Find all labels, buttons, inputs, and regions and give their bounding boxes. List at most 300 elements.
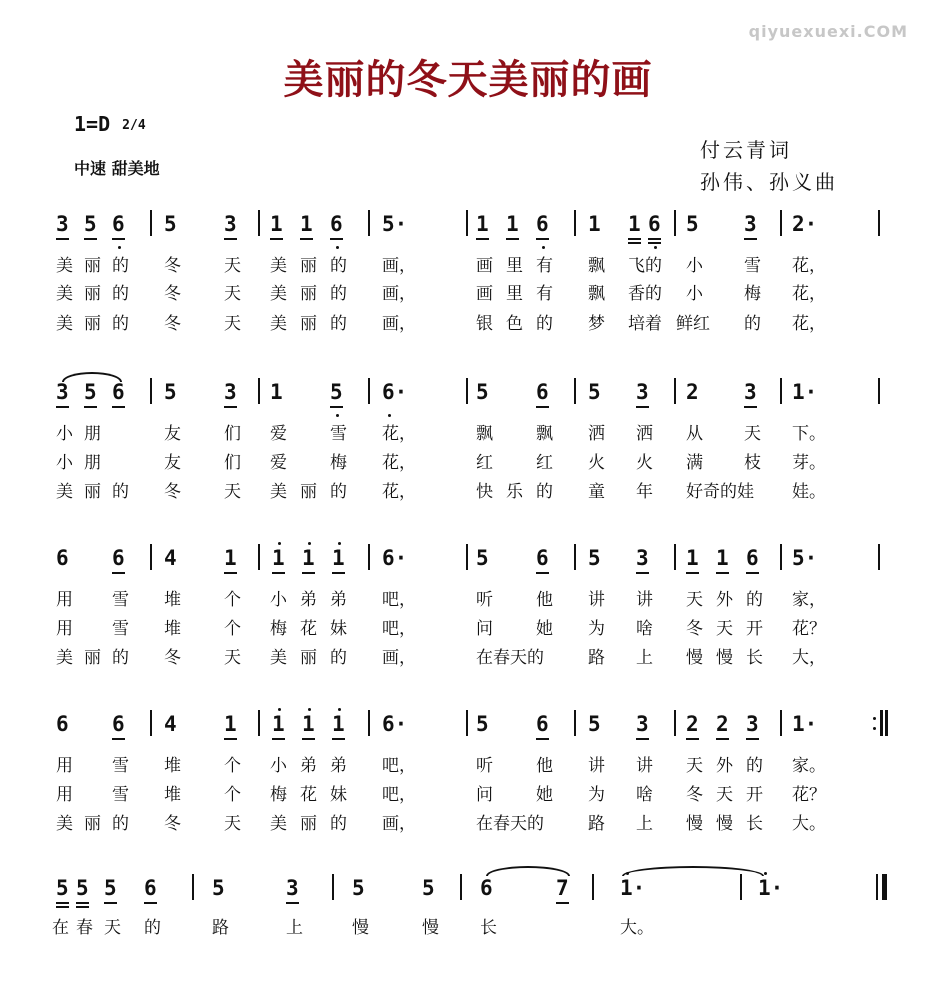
note-digit: 1· <box>758 876 784 900</box>
note <box>536 546 549 570</box>
underline <box>716 572 729 574</box>
underline <box>628 242 641 244</box>
repeat-dots <box>873 717 876 720</box>
lyric-syllable: 花， <box>792 284 826 304</box>
lyric-syllable: 天 <box>224 482 241 502</box>
note <box>56 380 69 404</box>
underline <box>636 406 649 408</box>
note <box>792 380 817 404</box>
note-digit: 6 <box>112 212 125 236</box>
note-digit: 6 <box>648 212 661 236</box>
barline <box>368 544 370 570</box>
lyric-syllable: 丽 <box>84 314 101 334</box>
note-digit: 2· <box>792 212 818 236</box>
note <box>792 546 817 570</box>
high-octave-dot <box>338 708 341 711</box>
barline <box>150 710 152 736</box>
lyric-syllable: 个 <box>224 756 241 776</box>
note <box>382 712 407 736</box>
lyric-syllable: 花 <box>300 785 317 805</box>
note-digit: 5 <box>352 876 365 900</box>
lyric-syllable: 梅 <box>270 619 287 639</box>
note-digit: 1 <box>224 712 237 736</box>
barline <box>150 544 152 570</box>
barline <box>674 544 676 570</box>
barline <box>878 378 880 404</box>
note <box>686 712 699 736</box>
lyric-syllable: 里 <box>506 284 523 304</box>
lyric-syllable: 小 <box>686 284 703 304</box>
lyric-syllable: 吧， <box>382 619 416 639</box>
barline <box>466 378 468 404</box>
lyric-syllable: 的 <box>112 648 129 668</box>
note <box>476 546 489 570</box>
lyric-syllable: 丽 <box>84 648 101 668</box>
lyric-syllable: 天 <box>224 314 241 334</box>
barline <box>674 710 676 736</box>
lyric-syllable: 听 <box>476 756 493 776</box>
high-octave-dot <box>338 542 341 545</box>
lyric-syllable: 啥 <box>636 785 653 805</box>
note-digit: 6 <box>536 712 549 736</box>
note-digit: 5 <box>476 380 489 404</box>
lyric-syllable: 冬 <box>164 256 181 276</box>
lyric-syllable: 的 <box>536 482 553 502</box>
lyric-syllable: 她 <box>536 619 553 639</box>
lyric-syllable: 讲 <box>636 756 653 776</box>
note <box>112 712 125 736</box>
lyric-syllable: 天 <box>224 648 241 668</box>
underline <box>224 238 237 240</box>
underline <box>636 572 649 574</box>
note-digit: 6 <box>56 546 69 570</box>
note-digit: 5 <box>84 380 97 404</box>
note <box>300 212 313 236</box>
note-digit: 6 <box>112 380 125 404</box>
key-signature <box>74 112 146 136</box>
note <box>270 212 283 236</box>
note-digit: 6 <box>536 212 549 236</box>
note <box>686 380 699 404</box>
note-digit: 5 <box>588 712 601 736</box>
lyric-syllable: 鲜红 <box>676 314 710 334</box>
lyric-syllable: 花？ <box>792 619 826 639</box>
lyric-syllable: 路 <box>588 648 605 668</box>
underline <box>556 902 569 904</box>
note-digit: 5 <box>104 876 117 900</box>
barline <box>574 378 576 404</box>
note-digit: 5 <box>588 380 601 404</box>
note <box>588 380 601 404</box>
lyric-syllable: 慢 <box>686 814 703 834</box>
lyric-syllable: 友 <box>164 424 181 444</box>
lyric-syllable: 家， <box>792 590 826 610</box>
lyric-syllable: 长 <box>746 648 763 668</box>
underline <box>648 242 661 244</box>
low-octave-dot <box>336 246 339 249</box>
underline <box>744 406 757 408</box>
lyric-syllable: 丽 <box>300 284 317 304</box>
lyric-syllable: 美 <box>270 284 287 304</box>
lyric-syllable: 的 <box>112 482 129 502</box>
lyric-syllable: 雪 <box>112 785 129 805</box>
lyric-syllable: 雪 <box>112 590 129 610</box>
note <box>686 546 699 570</box>
lyric-syllable: 路 <box>212 918 229 938</box>
note-digit: 1 <box>588 212 601 236</box>
underline <box>506 238 519 240</box>
lyric-syllable: 洒 <box>588 424 605 444</box>
note-digit: 1 <box>332 546 345 570</box>
lyric-syllable: 开 <box>746 785 763 805</box>
lyric-syllable: 的 <box>744 314 761 334</box>
note <box>270 380 283 404</box>
lyric-syllable: 小 <box>270 590 287 610</box>
note <box>330 212 343 236</box>
note <box>212 876 225 900</box>
lyric-syllable: 冬 <box>164 648 181 668</box>
lyric-syllable: 美 <box>56 314 73 334</box>
lyric-syllable: 小 <box>56 424 73 444</box>
lyric-syllable: 小 <box>56 453 73 473</box>
lyric-syllable: 在春天的 <box>476 814 544 834</box>
lyric-syllable: 火 <box>636 453 653 473</box>
barline <box>574 210 576 236</box>
note-digit: 1 <box>272 712 285 736</box>
lyric-syllable: 的 <box>144 918 161 938</box>
lyric-syllable: 堆 <box>164 590 181 610</box>
lyric-syllable: 上 <box>286 918 303 938</box>
note-digit: 6 <box>480 876 493 900</box>
lyric-syllable: 里 <box>506 256 523 276</box>
high-octave-dot <box>308 542 311 545</box>
note-digit: 5· <box>382 212 408 236</box>
meter-label: 2/4 <box>122 118 146 133</box>
lyric-syllable: 天 <box>686 756 703 776</box>
lyric-syllable: 丽 <box>84 284 101 304</box>
note-digit: 1· <box>792 380 818 404</box>
lyric-syllable: 吧， <box>382 756 416 776</box>
note <box>588 546 601 570</box>
underline <box>56 406 69 408</box>
lyric-syllable: 堆 <box>164 756 181 776</box>
note <box>76 876 89 900</box>
underline <box>112 238 125 240</box>
lyric-syllable: 外 <box>716 590 733 610</box>
lyric-syllable: 为 <box>588 785 605 805</box>
note-digit: 5 <box>84 212 97 236</box>
underline <box>686 738 699 740</box>
low-octave-dot <box>336 414 339 417</box>
note-digit: 5 <box>476 712 489 736</box>
lyric-syllable: 花， <box>792 256 826 276</box>
note <box>480 876 493 900</box>
underline <box>76 902 89 904</box>
note <box>588 712 601 736</box>
lyric-syllable: 堆 <box>164 785 181 805</box>
lyric-syllable: 飘 <box>588 256 605 276</box>
lyric-syllable: 快 <box>476 482 493 502</box>
note <box>636 546 649 570</box>
underline <box>270 238 283 240</box>
underline <box>56 238 69 240</box>
lyric-syllable: 丽 <box>300 482 317 502</box>
note-digit: 6· <box>382 712 408 736</box>
lyric-syllable: 好奇的娃 <box>686 482 754 502</box>
lyric-syllable: 在春天的 <box>476 648 544 668</box>
note-digit: 3 <box>744 380 757 404</box>
lyric-syllable: 飘 <box>476 424 493 444</box>
lyric-syllable: 用 <box>56 590 73 610</box>
barline <box>466 210 468 236</box>
barline <box>258 710 260 736</box>
lyric-syllable: 飘 <box>588 284 605 304</box>
underline <box>112 738 125 740</box>
low-octave-dot <box>118 246 121 249</box>
lyric-syllable: 天 <box>224 284 241 304</box>
lyric-syllable: 画， <box>382 648 416 668</box>
lyric-syllable: 天 <box>686 590 703 610</box>
lyric-syllable: 飞的 <box>628 256 662 276</box>
note-digit: 5 <box>76 876 89 900</box>
note-digit: 6· <box>382 546 408 570</box>
lyric-syllable: 讲 <box>588 756 605 776</box>
note-digit: 1 <box>272 546 285 570</box>
underline <box>56 902 69 904</box>
high-octave-dot <box>278 708 281 711</box>
lyric-syllable: 路 <box>588 814 605 834</box>
lyric-syllable: 梅 <box>270 785 287 805</box>
note <box>716 712 729 736</box>
note-digit: 1 <box>270 380 283 404</box>
lyric-syllable: 慢 <box>686 648 703 668</box>
lyric-syllable: 有 <box>536 284 553 304</box>
tie-arc <box>62 372 122 382</box>
lyric-syllable: 天 <box>744 424 761 444</box>
note-digit: 6 <box>144 876 157 900</box>
lyric-syllable: 大， <box>792 648 826 668</box>
note <box>84 380 97 404</box>
site-watermark: qiyuexuexi.COM <box>748 22 908 41</box>
lyric-syllable: 问 <box>476 619 493 639</box>
underline <box>286 902 299 904</box>
note-digit: 1 <box>332 712 345 736</box>
high-octave-dot <box>764 872 767 875</box>
note <box>588 212 601 236</box>
barline <box>466 544 468 570</box>
lyric-syllable: 天 <box>104 918 121 938</box>
lyric-syllable: 冬 <box>164 314 181 334</box>
note <box>330 380 343 404</box>
note-digit: 1 <box>270 212 283 236</box>
lyric-syllable: 花， <box>792 314 826 334</box>
underline <box>76 906 89 908</box>
barline <box>878 210 880 236</box>
note-digit: 1 <box>716 546 729 570</box>
lyric-syllable: 用 <box>56 619 73 639</box>
note-digit: 5· <box>792 546 818 570</box>
note-digit: 1 <box>476 212 489 236</box>
note-digit: 2 <box>686 380 699 404</box>
note <box>352 876 365 900</box>
lyric-syllable: 的 <box>112 256 129 276</box>
note-digit: 3 <box>636 546 649 570</box>
lyric-syllable: 弟 <box>300 756 317 776</box>
note <box>272 546 285 570</box>
lyric-syllable: 大。 <box>792 814 826 834</box>
lyric-syllable: 飘 <box>536 424 553 444</box>
note <box>536 380 549 404</box>
note-digit: 6 <box>112 712 125 736</box>
lyric-syllable: 画 <box>476 284 493 304</box>
lyric-syllable: 们 <box>224 453 241 473</box>
final-bar <box>876 874 878 900</box>
note-digit: 1 <box>302 546 315 570</box>
lyric-syllable: 慢 <box>352 918 369 938</box>
note-digit: 5 <box>164 212 177 236</box>
lyricist-credit: 付云青词 <box>700 138 792 162</box>
note <box>636 380 649 404</box>
note <box>144 876 157 900</box>
note <box>506 212 519 236</box>
low-octave-dot <box>388 414 391 417</box>
lyric-syllable: 的 <box>536 314 553 334</box>
lyric-syllable: 天 <box>224 256 241 276</box>
lyric-syllable: 银 <box>476 314 493 334</box>
repeat-end-bar <box>885 710 888 736</box>
note-digit: 5 <box>422 876 435 900</box>
underline <box>686 572 699 574</box>
lyric-syllable: 美 <box>270 648 287 668</box>
note-digit: 1· <box>620 876 646 900</box>
note <box>164 380 177 404</box>
barline <box>192 874 194 900</box>
barline <box>368 710 370 736</box>
note-digit: 6 <box>536 546 549 570</box>
lyric-syllable: 外 <box>716 756 733 776</box>
barline <box>780 210 782 236</box>
lyric-syllable: 的 <box>112 814 129 834</box>
barline <box>258 378 260 404</box>
note <box>636 712 649 736</box>
barline <box>780 544 782 570</box>
underline <box>112 572 125 574</box>
lyric-syllable: 画， <box>382 314 416 334</box>
lyric-syllable: 春 <box>76 918 93 938</box>
lyric-syllable: 乐 <box>506 482 523 502</box>
note-digit: 1 <box>686 546 699 570</box>
repeat-dots <box>873 727 876 730</box>
note-digit: 6 <box>746 546 759 570</box>
lyric-syllable: 美 <box>56 648 73 668</box>
barline <box>780 710 782 736</box>
lyric-syllable: 美 <box>270 814 287 834</box>
barline <box>258 210 260 236</box>
note-digit: 3 <box>636 380 649 404</box>
lyric-syllable: 梦 <box>588 314 605 334</box>
lyric-syllable: 冬 <box>686 785 703 805</box>
lyric-syllable: 朋 <box>84 453 101 473</box>
note-digit: 1 <box>300 212 313 236</box>
lyric-syllable: 家。 <box>792 756 826 776</box>
lyric-syllable: 美 <box>56 256 73 276</box>
note <box>112 380 125 404</box>
note-digit: 6· <box>382 380 408 404</box>
note <box>224 380 237 404</box>
underline <box>112 406 125 408</box>
lyric-syllable: 美 <box>270 256 287 276</box>
lyric-syllable: 画， <box>382 256 416 276</box>
lyric-syllable: 枝 <box>744 453 761 473</box>
lyric-syllable: 从 <box>686 424 703 444</box>
note-digit: 5 <box>330 380 343 404</box>
note-digit: 3 <box>636 712 649 736</box>
lyric-syllable: 的 <box>330 482 347 502</box>
note <box>716 546 729 570</box>
note <box>56 212 69 236</box>
lyric-syllable: 的 <box>112 284 129 304</box>
underline <box>716 738 729 740</box>
lyric-syllable: 的 <box>330 284 347 304</box>
note <box>648 212 661 236</box>
lyric-syllable: 开 <box>746 619 763 639</box>
note-digit: 3 <box>286 876 299 900</box>
note-digit: 6 <box>56 712 69 736</box>
note-digit: 1 <box>506 212 519 236</box>
underline <box>302 738 315 740</box>
note <box>382 212 407 236</box>
lyric-syllable: 上 <box>636 814 653 834</box>
note <box>56 876 69 900</box>
lyric-syllable: 画， <box>382 284 416 304</box>
underline <box>272 572 285 574</box>
barline <box>674 378 676 404</box>
lyric-syllable: 梅 <box>744 284 761 304</box>
lyric-syllable: 美 <box>56 284 73 304</box>
lyric-syllable: 画 <box>476 256 493 276</box>
note-digit: 3 <box>224 212 237 236</box>
lyric-syllable: 的 <box>330 314 347 334</box>
lyric-syllable: 年 <box>636 482 653 502</box>
tempo-marking: 中速 甜美地 <box>74 159 160 178</box>
lyric-syllable: 花 <box>300 619 317 639</box>
note-digit: 3 <box>224 380 237 404</box>
note <box>302 546 315 570</box>
note <box>164 212 177 236</box>
lyric-syllable: 大。 <box>620 918 654 938</box>
lyric-syllable: 的 <box>330 814 347 834</box>
lyric-syllable: 弟 <box>330 756 347 776</box>
barline <box>460 874 462 900</box>
underline <box>332 738 345 740</box>
lyric-syllable: 友 <box>164 453 181 473</box>
note <box>792 212 817 236</box>
underline <box>476 238 489 240</box>
lyric-syllable: 洒 <box>636 424 653 444</box>
lyric-syllable: 在 <box>52 918 69 938</box>
note-digit: 6 <box>536 380 549 404</box>
barline <box>466 710 468 736</box>
lyric-syllable: 天 <box>716 619 733 639</box>
lyric-syllable: 美 <box>56 814 73 834</box>
barline <box>258 544 260 570</box>
barline <box>368 210 370 236</box>
note-digit: 4 <box>164 712 177 736</box>
lyric-syllable: 小 <box>270 756 287 776</box>
note-digit: 6 <box>112 546 125 570</box>
barline <box>150 210 152 236</box>
lyric-syllable: 满 <box>686 453 703 473</box>
